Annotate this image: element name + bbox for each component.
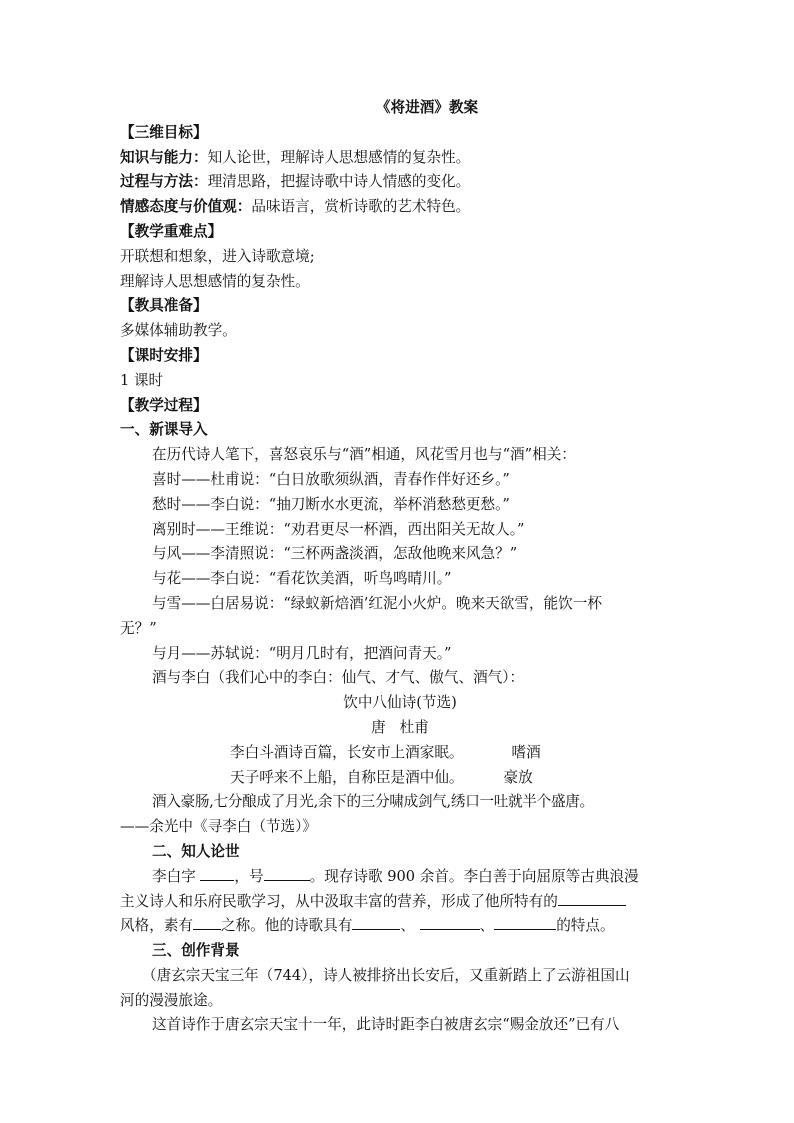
blank-title[interactable]: [193, 914, 221, 930]
bio-text-9: 的特点。: [556, 917, 615, 935]
bio-text-5: 风格，素有: [120, 917, 193, 935]
yu-guangzhong-quote: 酒入豪肠,七分酿成了月光,余下的三分啸成剑气,绣口一吐就半个盛唐。: [152, 793, 594, 811]
section-key-heading: 【教学重难点】: [120, 222, 223, 240]
tools-text: 多媒体辅助教学。: [120, 322, 237, 340]
key-point-1: 开联想和想象，进入诗歌意境;: [120, 247, 315, 265]
goal-process-text: 理清思路，把握诗歌中诗人情感的变化。: [207, 173, 471, 191]
goal-emotion: [120, 195, 680, 220]
section-goals-heading: 【三维目标】: [120, 123, 208, 141]
li-bai-bio-line-2: [120, 890, 680, 915]
quote-bai-juyi-cont: 无？”: [120, 619, 157, 637]
background-para-1-cont: 河的漫漫旅途。: [120, 991, 223, 1009]
goal-knowledge-label: 知识与能力：: [120, 148, 208, 166]
li-bai-bio-line-3: [120, 914, 680, 939]
blank-style[interactable]: [558, 890, 626, 906]
goal-emotion-label: 情感态度与价值观：: [120, 198, 252, 216]
blank-pen-name[interactable]: [264, 865, 310, 881]
section-process-heading: 【教学过程】: [120, 396, 208, 414]
bio-text-8: 、: [479, 917, 495, 935]
bio-text-2: ，号: [234, 867, 264, 885]
intro-paragraph: 在历代诗人笔下，喜怒哀乐与“酒”相通，风花雪月也与“酒”相关：: [152, 446, 576, 464]
goal-process: [120, 170, 680, 195]
poem-line-2-tag: 豪放: [503, 768, 533, 786]
poem-line-1: [120, 741, 680, 766]
poem-line-2-text: 天子呼来不上船，自称臣是酒中仙。: [230, 768, 464, 786]
blank-feature-1[interactable]: [352, 914, 400, 930]
bio-text-6: 之称。他的诗歌具有: [220, 917, 353, 935]
bio-text-4: 主义诗人和乐府民歌学习，从中汲取丰富的营养，形成了他所特有的: [120, 892, 558, 910]
document-page: [120, 96, 680, 1038]
quote-wang-wei: 离别时——王维说：“劝君更尽一杯酒，西出阳关无故人。”: [152, 520, 525, 538]
bio-text-1: 李白字: [152, 867, 201, 885]
part-one-heading: 一、新课导入: [120, 421, 208, 439]
background-para-1: （唐玄宗天宝三年（744），诗人被排挤出长安后，又重新踏上了云游祖国山: [142, 966, 630, 984]
quote-li-bai-flower: 与花——李白说：“看花饮美酒，听鸟鸣晴川。”: [152, 570, 452, 588]
poem-line-2: [120, 766, 680, 791]
yu-guangzhong-source: ——余光中《寻李白（节选）》: [120, 818, 318, 836]
quote-li-qingzhao: 与风——李清照说：“三杯两盏淡酒，怎敌他晚来风急？”: [152, 545, 518, 563]
key-point-2: 理解诗人思想感情的复杂性。: [120, 272, 310, 290]
bio-text-3: 。现存诗歌 900 余首。李白善于向屈原等古典浪漫: [309, 867, 639, 885]
section-tools-heading: 【教具准备】: [120, 297, 208, 315]
bio-text-7: 、: [400, 917, 420, 935]
blank-feature-2[interactable]: [420, 914, 480, 930]
part-two-heading: 二、知人论世: [152, 842, 240, 860]
poem-line-1-tag: 嗜酒: [511, 743, 541, 761]
quote-bai-juyi: 与雪——白居易说：“绿蚁新焙酒’红泥小火炉。晚来天欲雪，能饮一杯: [152, 594, 602, 612]
li-bai-bio-line-1: [120, 865, 680, 890]
quote-li-bai-sorrow: 愁时——李白说：“抽刀断水水更流，举杯消愁愁更愁。”: [152, 495, 510, 513]
poem-line-1-text: 李白斗酒诗百篇，长安市上酒家眠。: [230, 743, 464, 761]
goal-knowledge-text: 知人论世，理解诗人思想感情的复杂性。: [207, 148, 471, 166]
blank-courtesy-name[interactable]: [200, 865, 234, 881]
background-para-2: 这首诗作于唐玄宗天宝十一年，此诗时距李白被唐玄宗“赐金放还”已有八: [152, 1016, 620, 1034]
document-title: 《将进酒》教案: [375, 99, 479, 116]
poem-title: 饮中八仙诗(节选): [343, 694, 457, 712]
quote-su-shi: 与月——苏轼说：“明月几时有，把酒问青天。”: [152, 644, 452, 662]
hours-text: 1 课时: [120, 371, 164, 389]
wine-and-li-bai: 酒与李白（我们心中的李白：仙气、才气、傲气、酒气）：: [152, 669, 525, 687]
goal-emotion-text: 品味语言，赏析诗歌的艺术特色。: [251, 198, 471, 216]
quote-du-fu: 喜时——杜甫说：“白日放歌须纵酒，青春作伴好还乡。”: [152, 470, 510, 488]
blank-feature-3[interactable]: [494, 914, 556, 930]
section-hours-heading: 【课时安排】: [120, 346, 208, 364]
poem-author: 唐 杜甫: [371, 718, 429, 736]
part-three-heading: 三、创作背景: [152, 942, 240, 960]
goal-knowledge: [120, 146, 680, 171]
goal-process-label: 过程与方法：: [120, 173, 208, 191]
